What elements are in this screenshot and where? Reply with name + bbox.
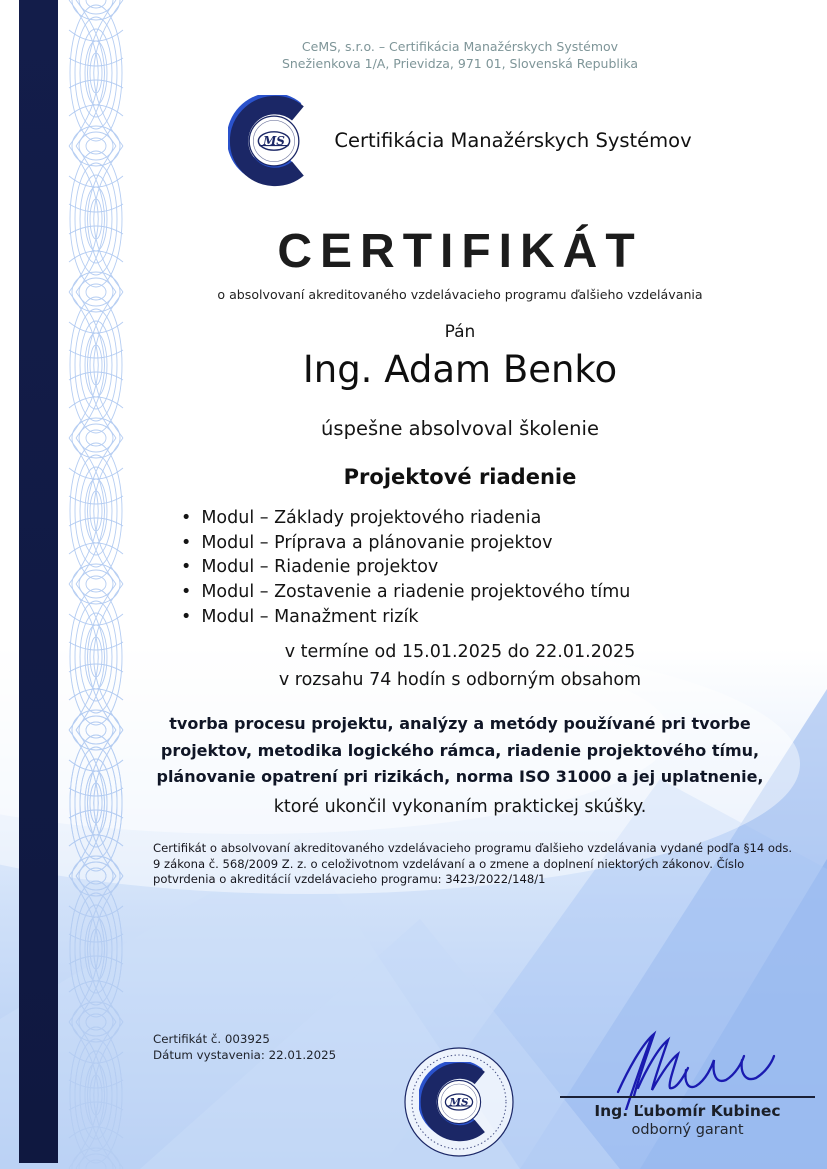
logo-text-line-1: Certifikácia [334, 128, 445, 152]
closing-statement: ktoré ukončil vykonaním praktickej skúšky. [273, 797, 647, 817]
module-item [181, 506, 630, 531]
scope-line: v rozsahu 74 hodín s odborným obsahom [278, 670, 642, 690]
logo-text-line-3: Systémov [595, 128, 692, 152]
module-label: Modul – Zostavenie a riadenie projektového tímu [201, 582, 631, 603]
signature-line [560, 1096, 815, 1098]
module-label: Modul – Základy projektového riadenia [201, 508, 542, 528]
legal-note: Certifikát o absolvovaní akreditovaného vzdelávacieho programu ďalšieho vzdelávania vydané podľa §14 ods. 9 zákona č. 568/2009 Z. z. o celoživotnom vzdelávaní a o zmene a doplnení niektorých zákonov. Číslo potvrdenia o akreditácií vzdelávacieho programu: 3423/2022/148/1 [153, 841, 793, 887]
seal-stamp [402, 1043, 516, 1161]
content-line: projektov, metodika logického rámca, riadenie projektového tímu, [160, 740, 760, 760]
module-item [181, 531, 630, 556]
cms-logo-wordmark [334, 128, 691, 155]
module-item [181, 555, 630, 580]
certificate-title: CERTIFIKÁT [277, 225, 643, 278]
signatory-role: odborný garant [631, 1122, 744, 1138]
salutation: Pán [444, 322, 476, 342]
module-label: Modul – Manažment rizík [201, 606, 419, 627]
bullet-icon [181, 508, 201, 528]
module-item [181, 580, 630, 605]
logo-text-line-2: Manažérskych [450, 128, 590, 152]
bullet-icon [181, 557, 201, 577]
issue-date: Dátum vystavenia: 22.01.2025 [153, 1047, 337, 1062]
bullet-icon [181, 607, 201, 627]
bullet-icon [181, 533, 201, 553]
module-item [181, 605, 630, 630]
course-content [110, 711, 810, 791]
cms-logo-mark [228, 95, 320, 187]
company-address-line: Snežienkova 1/A, Prievidza, 971 01, Slovenská Republika [281, 56, 639, 71]
content-line: plánovanie opatrení pri rizikách, norma ISO 31000 a jej uplatnenie, [156, 767, 764, 786]
signatory-name: Ing. Ľubomír Kubinec [594, 1102, 781, 1120]
company-name-line: CeMS, s.r.o. – Certifikácia Manažérskych Systémov [301, 39, 619, 54]
content-line: tvorba procesu projektu, analýzy a metódy používané pri tvorbe [169, 714, 751, 733]
certificate-meta [153, 1032, 336, 1064]
company-header [110, 38, 810, 72]
recipient-name: Ing. Adam Benko [302, 348, 618, 391]
completion-statement: úspešne absolvoval školenie [321, 417, 599, 440]
course-title: Projektové riadenie [343, 465, 577, 489]
term-line: v termíne od 15.01.2025 do 22.01.2025 [284, 642, 636, 662]
certificate-subtitle: o absolvovaní akreditovaného vzdelávacieho programu ďalšieho vzdelávania [217, 287, 703, 302]
certificate-number: Certifikát č. 003925 [153, 1032, 270, 1046]
module-label: Modul – Riadenie projektov [201, 557, 439, 578]
modules-list [181, 506, 630, 630]
cms-logo [110, 95, 810, 187]
bullet-icon [181, 582, 201, 602]
module-label: Modul – Príprava a plánovanie projektov [201, 532, 553, 553]
